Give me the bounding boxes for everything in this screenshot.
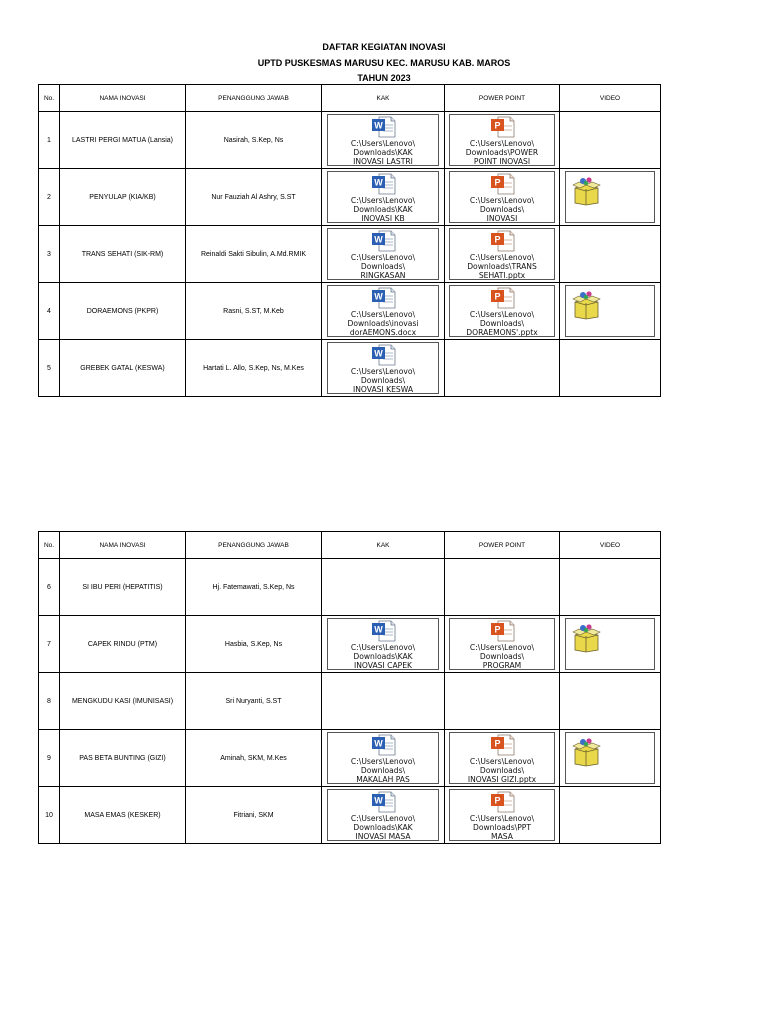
- innovation-name: PENYULAP (KIA/KB): [60, 169, 186, 226]
- video-cell: [560, 226, 661, 283]
- innovation-name: MENGKUDU KASI (IMUNISASI): [60, 673, 186, 730]
- row-number: 2: [39, 169, 60, 226]
- kak-cell: [322, 787, 445, 844]
- kak-embedded-file[interactable]: [327, 732, 439, 784]
- kak-cell: [322, 673, 445, 730]
- svg-text:P: P: [494, 624, 501, 635]
- row-number: 9: [39, 730, 60, 787]
- person-in-charge: Sri Nuryanti, S.ST: [186, 673, 322, 730]
- kak-embedded-file[interactable]: [327, 114, 439, 166]
- powerpoint-document-icon: [489, 230, 515, 252]
- svg-text:W: W: [374, 624, 383, 635]
- powerpoint-document-icon: [489, 620, 515, 642]
- word-document-icon: [370, 116, 396, 138]
- person-in-charge: Rasni, S.ST, M.Keb: [186, 283, 322, 340]
- ppt-embedded-file[interactable]: [449, 732, 555, 784]
- ppt-file-path: C:\Users\Lenovo\ Downloads\TRANS SEHATI.pptx: [467, 253, 537, 280]
- kak-embedded-file[interactable]: [327, 285, 439, 337]
- kak-embedded-file[interactable]: [327, 342, 439, 394]
- document-year: TAHUN 2023: [357, 73, 411, 83]
- person-in-charge: Nur Fauziah Al Ashry, S.ST: [186, 169, 322, 226]
- row-number: 6: [39, 559, 60, 616]
- kak-cell: [322, 226, 445, 283]
- innovation-name: LASTRI PERGI MATUA (Lansia): [60, 112, 186, 169]
- ppt-file-path: C:\Users\Lenovo\ Downloads\PPT MASA: [469, 814, 535, 841]
- col-header-ppt: POWER POINT: [445, 85, 560, 112]
- kak-embedded-file[interactable]: [327, 618, 439, 670]
- table-row: [39, 169, 661, 226]
- person-in-charge: Hasbia, S.Kep, Ns: [186, 616, 322, 673]
- ppt-embedded-file[interactable]: [449, 114, 555, 166]
- kak-file-path: C:\Users\Lenovo\ Downloads\KAK INOVASI CAPEK: [350, 643, 416, 670]
- ppt-embedded-file[interactable]: [449, 285, 555, 337]
- kak-file-path: C:\Users\Lenovo\ Downloads\inovasi dorAEMONS.docx: [347, 310, 419, 337]
- row-number: 4: [39, 283, 60, 340]
- table-row: [39, 226, 661, 283]
- video-cell: [560, 169, 661, 226]
- innovation-name: SI IBU PERI (HEPATITIS): [60, 559, 186, 616]
- innovation-name: PAS BETA BUNTING (GIZI): [60, 730, 186, 787]
- kak-file-path: C:\Users\Lenovo\ Downloads\ RINGKASAN: [350, 253, 416, 280]
- row-number: 3: [39, 226, 60, 283]
- ppt-file-path: C:\Users\Lenovo\ Downloads\ INOVASI: [469, 196, 535, 223]
- kak-cell: [322, 283, 445, 340]
- kak-file-path: C:\Users\Lenovo\ Downloads\KAK INOVASI LASTRI: [350, 139, 416, 166]
- video-cell: [560, 787, 661, 844]
- col-header-kak: KAK: [322, 532, 445, 559]
- video-embedded-package[interactable]: [565, 732, 655, 784]
- ppt-cell: [445, 283, 560, 340]
- kak-cell: [322, 559, 445, 616]
- video-cell: [560, 616, 661, 673]
- ppt-cell: [445, 169, 560, 226]
- col-header-video: VIDEO: [560, 85, 661, 112]
- ppt-embedded-file[interactable]: [449, 789, 555, 841]
- video-package-icon: [570, 290, 602, 320]
- table-row: [39, 730, 661, 787]
- table-row: [39, 283, 661, 340]
- kak-cell: [322, 730, 445, 787]
- ppt-cell: [445, 340, 560, 397]
- ppt-file-path: C:\Users\Lenovo\ Downloads\ DORAEMONS'.pptx: [466, 310, 538, 337]
- ppt-cell: [445, 616, 560, 673]
- svg-text:P: P: [494, 738, 501, 749]
- video-cell: [560, 673, 661, 730]
- person-in-charge: Fitriani, SKM: [186, 787, 322, 844]
- video-cell: [560, 730, 661, 787]
- ppt-file-path: C:\Users\Lenovo\ Downloads\ INOVASI GIZI.pptx: [467, 757, 537, 784]
- video-package-icon: [570, 176, 602, 206]
- row-number: 1: [39, 112, 60, 169]
- video-embedded-package[interactable]: [565, 285, 655, 337]
- innovation-table-1: [38, 84, 661, 397]
- table-header-row: [39, 532, 661, 559]
- table-row: [39, 559, 661, 616]
- word-document-icon: [370, 620, 396, 642]
- innovation-name: TRANS SEHATI (SIK-RM): [60, 226, 186, 283]
- person-in-charge: Nasirah, S.Kep, Ns: [186, 112, 322, 169]
- ppt-file-path: C:\Users\Lenovo\ Downloads\ PROGRAM: [469, 643, 535, 670]
- video-embedded-package[interactable]: [565, 618, 655, 670]
- kak-cell: [322, 169, 445, 226]
- svg-text:W: W: [374, 177, 383, 188]
- col-header-no: No.: [39, 532, 60, 559]
- innovation-name: CAPEK RINDU (PTM): [60, 616, 186, 673]
- svg-text:W: W: [374, 795, 383, 806]
- row-number: 8: [39, 673, 60, 730]
- video-package-icon: [570, 737, 602, 767]
- innovation-name: GREBEK GATAL (KESWA): [60, 340, 186, 397]
- word-document-icon: [370, 344, 396, 366]
- row-number: 10: [39, 787, 60, 844]
- ppt-cell: [445, 673, 560, 730]
- innovation-name: MASA EMAS (KESKER): [60, 787, 186, 844]
- person-in-charge: Hj. Fatemawati, S.Kep, Ns: [186, 559, 322, 616]
- word-document-icon: [370, 173, 396, 195]
- video-cell: [560, 283, 661, 340]
- svg-text:W: W: [374, 738, 383, 749]
- ppt-embedded-file[interactable]: [449, 228, 555, 280]
- kak-cell: [322, 112, 445, 169]
- video-cell: [560, 559, 661, 616]
- table-row: [39, 787, 661, 844]
- row-number: 7: [39, 616, 60, 673]
- svg-text:P: P: [494, 120, 501, 131]
- person-in-charge: Aminah, SKM, M.Kes: [186, 730, 322, 787]
- svg-text:W: W: [374, 291, 383, 302]
- kak-embedded-file[interactable]: [327, 789, 439, 841]
- svg-text:W: W: [374, 120, 383, 131]
- kak-embedded-file[interactable]: [327, 171, 439, 223]
- kak-file-path: C:\Users\Lenovo\ Downloads\ INOVASI KESWA: [350, 367, 416, 394]
- kak-file-path: C:\Users\Lenovo\ Downloads\KAK INOVASI KB: [350, 196, 416, 223]
- powerpoint-document-icon: [489, 734, 515, 756]
- powerpoint-document-icon: [489, 791, 515, 813]
- table-row: [39, 112, 661, 169]
- kak-cell: [322, 616, 445, 673]
- col-header-kak: KAK: [322, 85, 445, 112]
- col-header-nama: NAMA INOVASI: [60, 532, 186, 559]
- person-in-charge: Reinaldi Sakti Sibulin, A.Md.RMIK: [186, 226, 322, 283]
- row-number: 5: [39, 340, 60, 397]
- table-header-row: [39, 85, 661, 112]
- col-header-video: VIDEO: [560, 532, 661, 559]
- powerpoint-document-icon: [489, 173, 515, 195]
- col-header-ppt: POWER POINT: [445, 532, 560, 559]
- ppt-embedded-file[interactable]: [449, 171, 555, 223]
- video-package-icon: [570, 623, 602, 653]
- document-subtitle: UPTD PUSKESMAS MARUSU KEC. MARUSU KAB. MAROS: [257, 58, 511, 68]
- ppt-embedded-file[interactable]: [449, 618, 555, 670]
- ppt-cell: [445, 559, 560, 616]
- innovation-name: DORAEMONS (PKPR): [60, 283, 186, 340]
- powerpoint-document-icon: [489, 116, 515, 138]
- col-header-no: No.: [39, 85, 60, 112]
- word-document-icon: [370, 734, 396, 756]
- kak-embedded-file[interactable]: [327, 228, 439, 280]
- video-embedded-package[interactable]: [565, 171, 655, 223]
- person-in-charge: Hartati L. Allo, S.Kep, Ns, M.Kes: [186, 340, 322, 397]
- kak-cell: [322, 340, 445, 397]
- word-document-icon: [370, 791, 396, 813]
- table-row: [39, 616, 661, 673]
- ppt-cell: [445, 787, 560, 844]
- ppt-cell: [445, 226, 560, 283]
- video-cell: [560, 112, 661, 169]
- svg-text:W: W: [374, 348, 383, 359]
- table-row: [39, 340, 661, 397]
- word-document-icon: [370, 287, 396, 309]
- kak-file-path: C:\Users\Lenovo\ Downloads\KAK INOVASI MASA: [350, 814, 416, 841]
- svg-text:P: P: [494, 291, 501, 302]
- svg-text:P: P: [494, 177, 501, 188]
- video-cell: [560, 340, 661, 397]
- document-title: DAFTAR KEGIATAN INOVASI: [322, 42, 446, 52]
- svg-text:P: P: [494, 234, 501, 245]
- table-row: [39, 673, 661, 730]
- col-header-nama: NAMA INOVASI: [60, 85, 186, 112]
- col-header-pj: PENANGGUNG JAWAB: [186, 532, 322, 559]
- ppt-cell: [445, 112, 560, 169]
- word-document-icon: [370, 230, 396, 252]
- svg-text:W: W: [374, 234, 383, 245]
- powerpoint-document-icon: [489, 287, 515, 309]
- kak-file-path: C:\Users\Lenovo\ Downloads\ MAKALAH PAS: [350, 757, 416, 784]
- col-header-pj: PENANGGUNG JAWAB: [186, 85, 322, 112]
- ppt-cell: [445, 730, 560, 787]
- ppt-file-path: C:\Users\Lenovo\ Downloads\POWER POINT INOVASI: [465, 139, 539, 166]
- svg-text:P: P: [494, 795, 501, 806]
- innovation-table-2: [38, 531, 661, 844]
